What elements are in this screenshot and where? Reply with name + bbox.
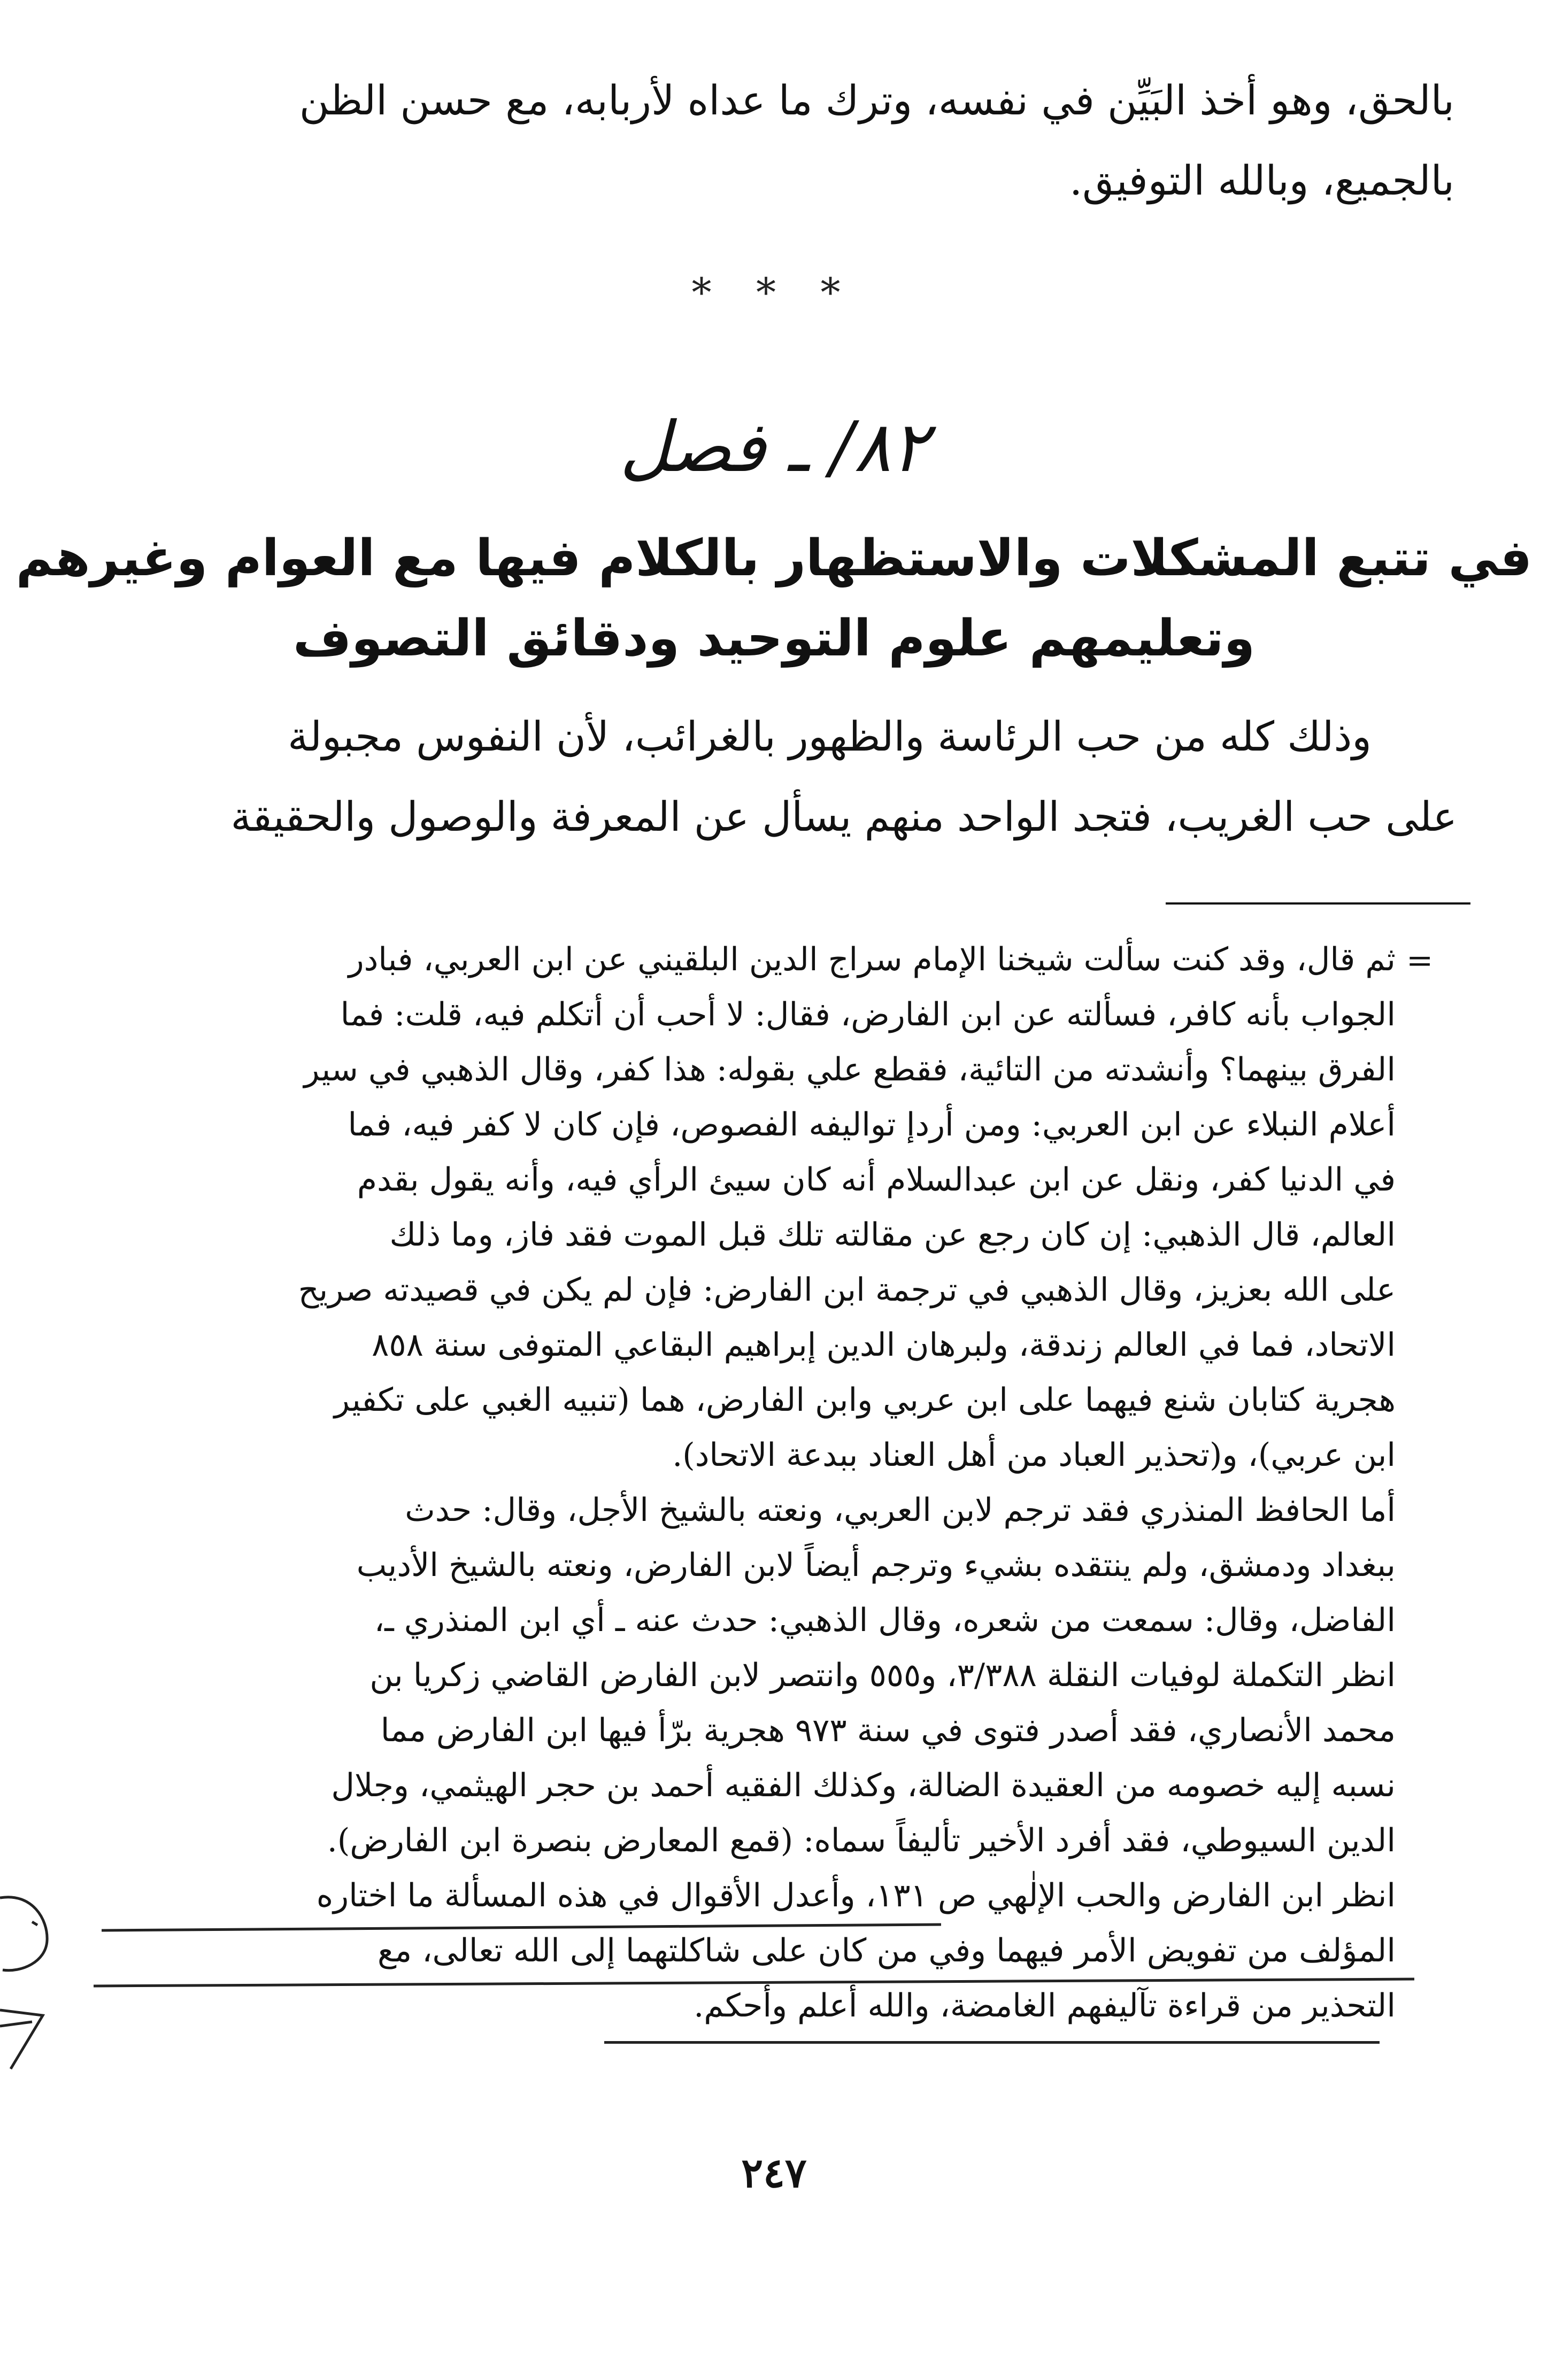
footnote-line: ابن عربي)، و(تحذير العباد من أهل العناد ببدعة الاتحاد). xyxy=(672,1436,1396,1474)
footnote-rule xyxy=(1166,902,1470,905)
pencil-underline xyxy=(604,2041,1380,2044)
section-number: ٨٢/ ـ فصل xyxy=(619,406,929,488)
footnote-line: أما الحافظ المنذري فقد ترجم لابن العربي، ونعته بالشيخ الأجل، وقال: حدث xyxy=(405,1492,1396,1529)
footnote-line: في الدنيا كفر، ونقل عن ابن عبدالسلام أنه كان سيئ الرأي فيه، وأنه يقول بقدم xyxy=(357,1161,1396,1199)
footnote-line: نسبه إليه خصومه من العقيدة الضالة، وكذلك الفقيه أحمد بن حجر الهيثمي، وجلال xyxy=(331,1767,1396,1804)
section-title-line: في تتبع المشكلات والاستظهار بالكلام فيها مع العوام وغيرهم xyxy=(16,529,1532,588)
text-line: وذلك كله من حب الرئاسة والظهور بالغرائب، لأن النفوس مجبولة xyxy=(288,713,1372,760)
footnote-line: العالم، قال الذهبي: إن كان رجع عن مقالته تلك قبل الموت فقد فاز، وما ذلك xyxy=(389,1216,1396,1254)
footnote-line: الفاضل، وقال: سمعت من شعره، وقال الذهبي: حدث عنه ـ أي ابن المنذري ـ، xyxy=(374,1602,1396,1639)
footnote-line: ببغداد ودمشق، ولم ينتقده بشيء وترجم أيضاً لابن الفارض، ونعته بالشيخ الأديب xyxy=(356,1547,1396,1584)
footnote-line: الفرق بينهما؟ وأنشدته من التائية، فقطع علي بقوله: هذا كفر، وقال الذهبي في سير xyxy=(304,1051,1396,1088)
footnote-line: المؤلف من تفويض الأمر فيهما وفي من كان على شاكلتهما إلى الله تعالى، مع xyxy=(378,1932,1396,1969)
margin-pencil-mark xyxy=(0,1882,64,2085)
footnote-line: هجرية كتابان شنع فيهما على ابن عربي وابن الفارض، هما (تنبيه الغبي على تكفير xyxy=(334,1381,1396,1419)
footnote-line: ثم قال، وقد كنت سألت شيخنا الإمام سراج الدين البلقيني عن ابن العربي، فبادر xyxy=(348,941,1396,978)
footnote-line: انظر التكملة لوفيات النقلة ٣/٣٨٨، و٥٥٥ وانتصر لابن الفارض القاضي زكريا بن xyxy=(369,1657,1396,1694)
footnote-line: على الله بعزيز، وقال الذهبي في ترجمة ابن الفارض: فإن لم يكن في قصيدته صريح xyxy=(298,1271,1396,1309)
footnote-line: محمد الأنصاري، فقد أصدر فتوى في سنة ٩٧٣ هجرية برّأ فيها ابن الفارض مما xyxy=(380,1712,1396,1749)
footnote-line: الجواب بأنه كافر، فسألته عن ابن الفارض، فقال: لا أحب أن أتكلم فيه، قلت: فما xyxy=(340,996,1396,1033)
footnote-line: أعلام النبلاء عن ابن العربي: ومن أردإ تواليفه الفصوص، فإن كان لا كفر فيه، فما xyxy=(348,1106,1396,1143)
page-number: ٢٤٧ xyxy=(741,2149,807,2197)
footnote-line: الدين السيوطي، فقد أفرد الأخير تأليفاً سماه: (قمع المعارض بنصرة ابن الفارض). xyxy=(327,1822,1396,1859)
footnote-line: الاتحاد، فما في العالم زندقة، ولبرهان الدين إبراهيم البقاعي المتوفى سنة ٨٥٨ xyxy=(372,1326,1396,1364)
text-line: بالجميع، وبالله التوفيق. xyxy=(1069,157,1454,204)
footnote-line: انظر ابن الفارض والحب الإلٰهي ص ١٣١، وأعدل الأقوال في هذه المسألة ما اختاره xyxy=(316,1877,1396,1914)
section-separator: * * * xyxy=(691,270,857,316)
section-title-line: وتعليمهم علوم التوحيد ودقائق التصوف xyxy=(292,609,1256,668)
text-line: على حب الغريب، فتجد الواحد منهم يسأل عن المعرفة والوصول والحقيقة xyxy=(230,793,1457,840)
footnote-continuation-marker: = xyxy=(1406,942,1434,979)
pencil-underline xyxy=(94,1978,1414,1988)
text-line: بالحق، وهو أخذ البَيِّن في نفسه، وترك ما عداه لأربابه، مع حسن الظن xyxy=(299,76,1454,124)
footnote-line: التحذير من قراءة تآليفهم الغامضة، والله أعلم وأحكم. xyxy=(694,1987,1396,2024)
pencil-underline xyxy=(102,1923,941,1932)
